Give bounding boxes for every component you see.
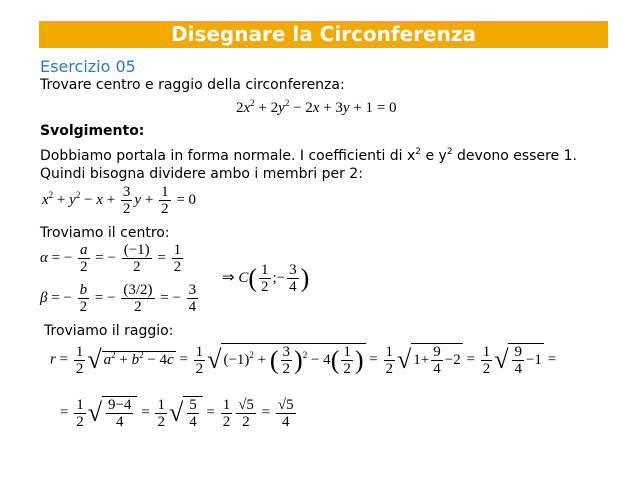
center-result: ⇒ C( $\frac{1}{2}$ ;− $\frac{3}{4}$ ) — [222, 262, 310, 295]
beta-formula: β = − $\frac{b}{2}$ = − $\frac{(3/2)}{2}$ = − $\frac{3}{4}$ — [40, 282, 197, 315]
solution-line-1-c: devono essere 1. — [452, 148, 577, 164]
prompt-text: Trovare centro e raggio della circonferenza: — [40, 77, 345, 93]
y-exponent: 2 — [446, 147, 453, 157]
radius-formula-line-1: r = $\frac{1}{2}$ √ $a^2 + b^2 - 4c$ = $\frac{1}{2}$ √ $(-1)^2$ + ( $\frac{3}{2}$ )$^2$ − 4( $\frac{1}{2}$ ) = $\frac{1}{2}$ √ 1+ $\frac{9}{4}$ −2 = $\frac{1}{2}$ √ $\frac{9}{4}$ −1 = — [50, 343, 557, 377]
solution-line-2: Quindi bisogna dividere ambo i membri per 2: — [40, 166, 363, 182]
solution-line-1-b: e y — [421, 148, 447, 164]
equation: $2x^2 + 2y^2 - 2x + 3y + 1 = 0$ — [236, 98, 397, 116]
center-heading: Troviamo il centro: — [40, 225, 170, 241]
solution-line-1 — [40, 148, 577, 165]
exercise-label: Esercizio 05 — [40, 57, 136, 76]
alpha-formula: α = − $\frac{a}{2}$ = − $\frac{(-1)}{2}$ = $\frac{1}{2}$ — [40, 242, 182, 275]
title-banner — [39, 21, 608, 48]
solution-line-1-a: Dobbiamo portala in forma normale. I coefficienti di x — [40, 148, 416, 164]
page-title: Disegnare la Circonferenza — [171, 22, 476, 46]
solution-heading: Svolgimento: — [40, 123, 145, 139]
normal-form-equation: $x^2 + y^2 - x$ + $\frac{3}{2}$ y + $\frac{1}{2}$ = 0 — [42, 184, 197, 217]
radius-heading: Troviamo il raggio: — [44, 323, 174, 339]
x-exponent: 2 — [415, 147, 422, 157]
radius-formula-line-2: = $\frac{1}{2}$ √ $\frac{9-4}{4}$ = $\frac{1}{2}$ √ $\frac{5}{4}$ = $\frac{1}{2}$ $\frac{√5}{2}$ = $\frac{√5}{4}$ — [60, 396, 294, 430]
